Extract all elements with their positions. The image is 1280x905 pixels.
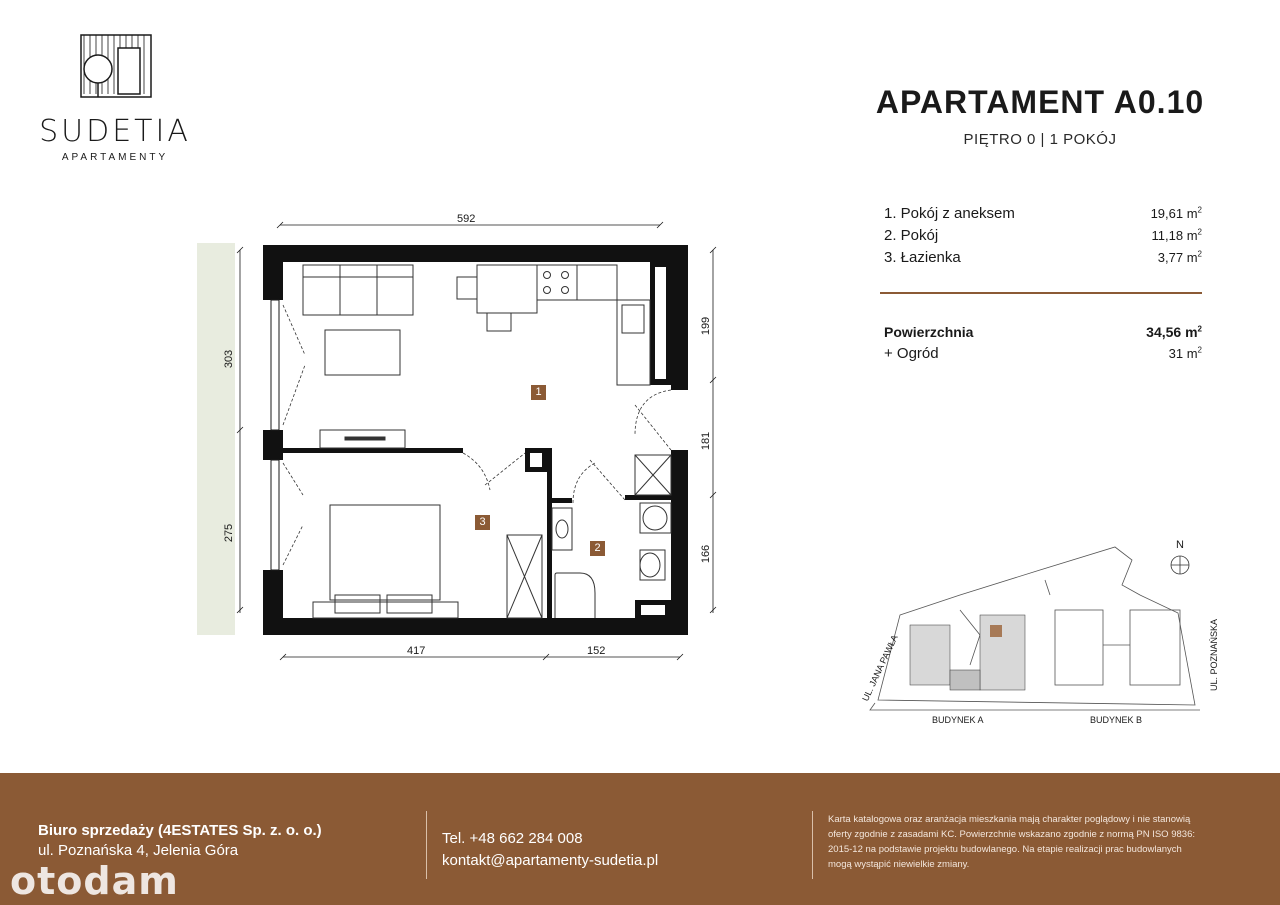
street-label-west: UL. JANA PAWŁA xyxy=(860,633,900,703)
site-map-drawing xyxy=(860,535,1230,735)
sales-office-name: Biuro sprzedaży (4ESTATES Sp. z. o. o.) xyxy=(38,822,322,839)
walls xyxy=(263,245,688,635)
room-name: 1. Pokój z aneksem xyxy=(884,205,1015,222)
dimension-right-lower: 166 xyxy=(700,544,713,564)
dimension-top: 592 xyxy=(457,213,476,225)
phone-link[interactable]: Tel. +48 662 284 008 xyxy=(442,830,583,847)
room-area: 3,77 $m^2$ xyxy=(1157,249,1202,265)
total-area-label: Powierzchnia xyxy=(884,324,974,340)
room-name: 3. Łazienka xyxy=(884,249,961,266)
brand-subtitle: APARTAMENTY xyxy=(61,152,169,163)
brand-logo xyxy=(30,30,200,170)
room-name: 2. Pokój xyxy=(884,227,939,244)
sales-office-address: ul. Poznańska 4, Jelenia Góra xyxy=(38,842,239,859)
street-label-east: UL. POZNAŃSKA xyxy=(1209,618,1220,692)
disclaimer: Karta katalogowa oraz aranżacja mieszkania mają charakter poglądowy i nie stanowią oferty zgodnie z zasadami KC. Powierzchnie wskazano zgodnie z normą PN ISO 9836: 2015-12 na podstawie projektu budowlanego. Na etapie realizacji prac budowlanych mogą wystąpić niewielkie zmiany. xyxy=(828,814,1195,870)
dimension-bottom-left: 417 xyxy=(407,645,426,657)
brand-name: SUDETIA xyxy=(39,114,191,149)
garden-label: + Ogród xyxy=(884,345,939,362)
contact-info xyxy=(442,828,658,872)
room-row xyxy=(884,203,1202,225)
room-list xyxy=(884,203,1202,269)
footer-divider xyxy=(426,811,427,879)
floor-plan-drawing xyxy=(195,205,735,675)
apartment-title: APARTAMENT A0.10 xyxy=(875,84,1205,120)
garden-value: 31 $m^2$ xyxy=(1168,345,1202,361)
dimension-left-lower: 275 xyxy=(223,523,236,543)
email-link[interactable]: kontakt@apartamenty-sudetia.pl xyxy=(442,852,659,869)
apartment-subtitle: PIĘTRO 0 | 1 POKÓJ xyxy=(963,131,1117,148)
room-row xyxy=(884,225,1202,247)
divider xyxy=(880,292,1202,294)
area-summary xyxy=(884,322,1202,364)
sales-office xyxy=(38,822,322,864)
furniture xyxy=(303,265,671,618)
building-a-label: BUDYNEK A xyxy=(932,715,984,725)
footer xyxy=(0,773,1280,905)
building-b-label: BUDYNEK B xyxy=(1090,715,1143,725)
dimension-left-upper: 303 xyxy=(223,349,236,369)
total-area-row xyxy=(884,322,1202,343)
dimension-bottom-right: 152 xyxy=(587,645,606,657)
total-area-value: 34,56 $m^2$ xyxy=(1146,324,1202,340)
dimension-right-upper: 199 xyxy=(700,316,713,336)
room-row xyxy=(884,247,1202,269)
room-number-badge: 3 xyxy=(475,515,490,530)
floor-plan xyxy=(195,205,735,675)
garden-row xyxy=(884,343,1202,364)
dimension-right-middle: 181 xyxy=(700,431,713,451)
garden-strip xyxy=(197,243,235,635)
site-map xyxy=(860,535,1230,735)
room-number-badge: 1 xyxy=(531,385,546,400)
room-number-badge: 2 xyxy=(590,541,605,556)
north-label: N xyxy=(1176,539,1184,551)
footer-divider xyxy=(812,811,813,879)
logo-mark-icon xyxy=(80,34,152,106)
room-area: 19,61 $m^2$ xyxy=(1150,205,1202,221)
room-area: 11,18 $m^2$ xyxy=(1151,227,1202,243)
watermark-logo: otodam xyxy=(10,859,179,903)
